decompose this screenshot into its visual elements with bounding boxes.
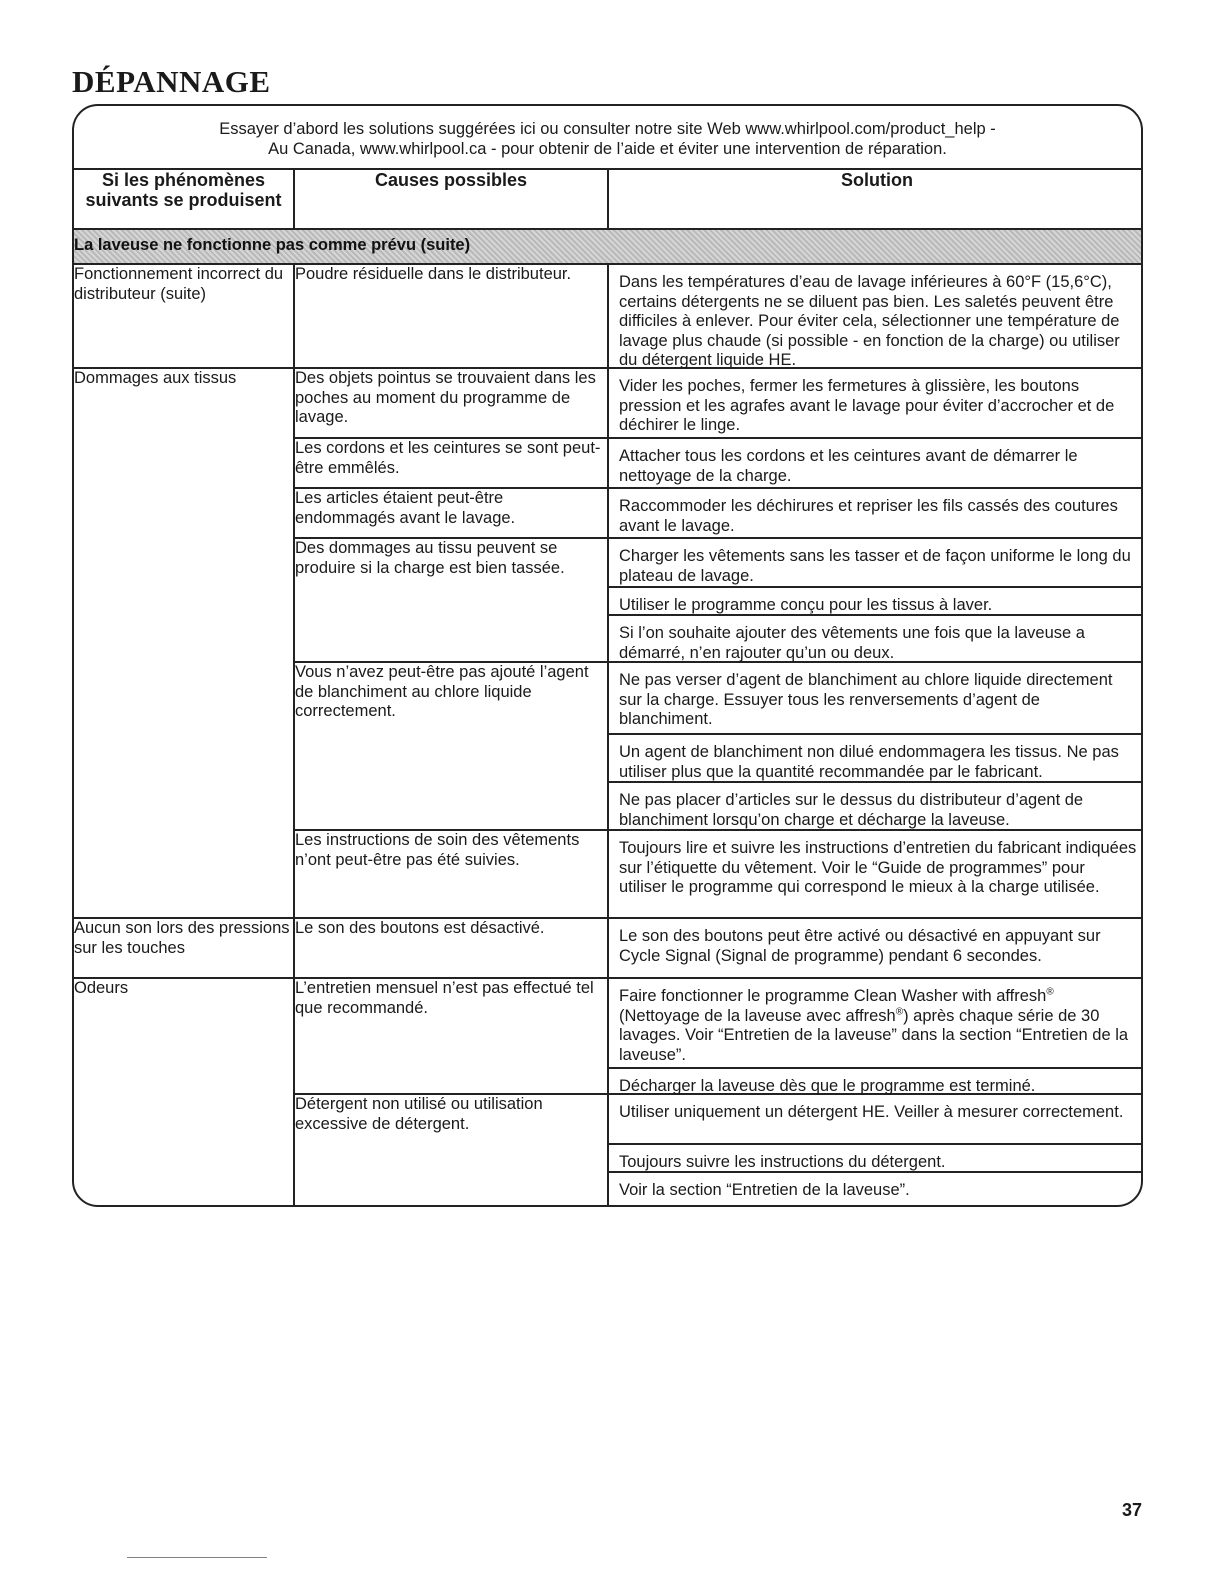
solution-item: Toujours suivre les instructions du détergent.: [609, 1143, 1143, 1171]
cause-cell: Les cordons et les ceintures se sont peut-être emmêlés.: [294, 438, 608, 488]
page-title: DÉPANNAGE: [72, 64, 271, 99]
table-row: [74, 918, 1143, 978]
section-title: La laveuse ne fonctionne pas comme prévu (suite): [74, 229, 1143, 264]
solution-item: Décharger la laveuse dès que le programme est terminé.: [609, 1067, 1143, 1093]
section-row: [74, 229, 1143, 264]
problem-cell: Fonctionnement incorrect du distributeur (suite): [74, 264, 294, 368]
table-row: [74, 368, 1143, 438]
header-causes: Causes possibles: [294, 169, 608, 229]
solution-item: Si l’on souhaite ajouter des vêtements une fois que la laveuse a démarré, n’en rajouter qu’un ou deux.: [609, 614, 1143, 661]
page-number: 37: [1121, 1500, 1142, 1520]
intro-text: [74, 106, 1141, 168]
cause-cell: Détergent non utilisé ou utilisation excessive de détergent.: [294, 1094, 608, 1207]
header-solution: Solution: [608, 169, 1143, 229]
cause-cell: L’entretien mensuel n’est pas effectué tel que recommandé.: [294, 978, 608, 1094]
cause-cell: Vous n’avez peut-être pas ajouté l’agent de blanchiment au chlore liquide correctement.: [294, 662, 608, 830]
solution-item: Toujours lire et suivre les instructions d’entretien du fabricant indiquées sur l’étiquette du vêtement. Voir le “Guide de programmes” pour utiliser le programme qui correspond le mieux à la charge utilisée.: [619, 839, 1137, 896]
solution-cell: [608, 978, 1143, 1094]
problem-cell: Odeurs: [74, 978, 294, 1207]
solution-cell: [608, 538, 1143, 662]
solution-item: Charger les vêtements sans les tasser et de façon uniforme le long du plateau de lavage.: [619, 547, 1131, 585]
solution-cell: [608, 438, 1143, 488]
solution-cell: [608, 488, 1143, 538]
problem-cell: Dommages aux tissus: [74, 368, 294, 918]
troubleshooting-frame: [72, 104, 1143, 1207]
solution-cell: [608, 368, 1143, 438]
solution-cell: [608, 662, 1143, 830]
solution-item: Voir la section “Entretien de la laveuse”.: [609, 1171, 1143, 1207]
cause-cell: Les articles étaient peut-être endommagés avant le lavage.: [294, 488, 608, 538]
solution-item: Vider les poches, fermer les fermetures à glissière, les boutons pression et les agrafes avant le lavage pour éviter d’accrocher et de déchirer le linge.: [619, 377, 1115, 434]
table-row: [74, 978, 1143, 1094]
solution-item: Raccommoder les déchirures et repriser les fils cassés des coutures avant le lavage.: [619, 497, 1118, 535]
intro-line-1: Essayer d’abord les solutions suggérées ici ou consulter notre site Web www.whirlpool.com/product_help -: [219, 120, 996, 138]
cause-cell: Le son des boutons est désactivé.: [294, 918, 608, 978]
cause-cell: Les instructions de soin des vêtements n’ont peut-être pas été suivies.: [294, 830, 608, 918]
cause-cell: Des objets pointus se trouvaient dans les poches au moment du programme de lavage.: [294, 368, 608, 438]
solution-item: Utiliser uniquement un détergent HE. Veiller à mesurer correctement.: [619, 1103, 1124, 1121]
cause-cell: Poudre résiduelle dans le distributeur.: [294, 264, 608, 368]
solution-item: Le son des boutons peut être activé ou désactivé en appuyant sur Cycle Signal (Signal de programme) pendant 6 secondes.: [619, 927, 1101, 965]
solution-cell: [608, 918, 1143, 978]
solution-item: Ne pas placer d’articles sur le dessus du distributeur d’agent de blanchiment lorsqu’on charge et décharge la laveuse.: [609, 781, 1143, 829]
table-header-row: [74, 169, 1143, 229]
problem-cell: Aucun son lors des pressions sur les touches: [74, 918, 294, 978]
solution-cell: [608, 264, 1143, 368]
table-row: [74, 264, 1143, 368]
solution-item: Dans les températures d’eau de lavage inférieures à 60°F (15,6°C), certains détergents ne se diluent pas bien. Les saletés peuvent être difficiles à enlever. Pour éviter cela, sélectionner une température de lavage plus chaude (si possible - en fonction de la charge) ou utiliser du détergent liquide HE.: [619, 273, 1120, 369]
solution-item: Utiliser le programme conçu pour les tissus à laver.: [609, 586, 1143, 614]
footer-rule: [127, 1557, 267, 1558]
troubleshooting-table: [74, 168, 1143, 1207]
cause-cell: Des dommages au tissu peuvent se produire si la charge est bien tassée.: [294, 538, 608, 662]
solution-cell: [608, 1094, 1143, 1207]
solution-cell: [608, 830, 1143, 918]
header-problem: Si les phénomènes suivants se produisent: [74, 169, 294, 229]
solution-item: Ne pas verser d’agent de blanchiment au chlore liquide directement sur la charge. Essuyer tous les renversements d’agent de blanchiment.: [619, 671, 1113, 728]
solution-item: Attacher tous les cordons et les ceintures avant de démarrer le nettoyage de la charge.: [619, 447, 1078, 485]
solution-item: Un agent de blanchiment non dilué endommagera les tissus. Ne pas utiliser plus que la quantité recommandée par le fabricant.: [609, 733, 1143, 781]
solution-item: Faire fonctionner le programme Clean Washer with affresh® (Nettoyage de la laveuse avec affresh®) après chaque série de 30 lavages. Voir “Entretien de la laveuse” dans la section “Entretien de la laveuse”.: [619, 986, 1129, 1064]
intro-line-2: Au Canada, www.whirlpool.ca - pour obtenir de l’aide et éviter une intervention de réparation.: [268, 140, 947, 158]
